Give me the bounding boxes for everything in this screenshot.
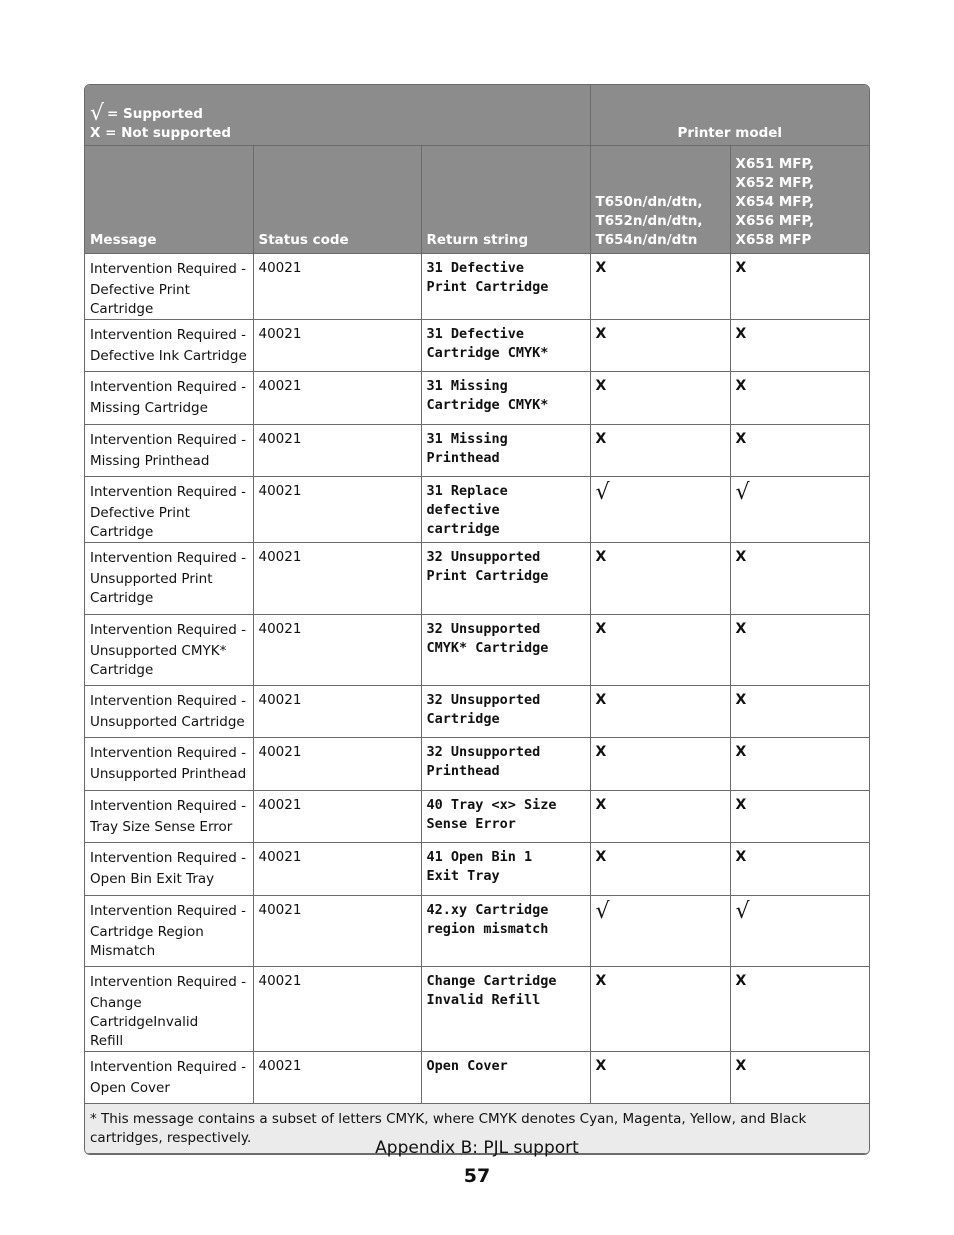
support-cell-model-x651 xyxy=(730,254,869,320)
return-string-cell: 32 Unsupported CMYK* Cartridge xyxy=(421,615,590,686)
checkmark-icon: √ xyxy=(735,899,750,924)
return-string-cell: 31 Missing Printhead xyxy=(421,425,590,477)
message-cell xyxy=(85,1052,253,1104)
message-line-1: Intervention Required - xyxy=(90,693,246,709)
return-string-cell: 31 Defective Print Cartridge xyxy=(421,254,590,320)
x-mark-icon: X xyxy=(595,797,607,813)
message-line-2: Open Bin Exit Tray xyxy=(90,871,215,887)
return-string-cell: 32 Unsupported Print Cartridge xyxy=(421,543,590,615)
table-row xyxy=(85,543,869,615)
status-code-cell: 40021 xyxy=(253,843,421,896)
message-line-1: Intervention Required - xyxy=(90,261,246,277)
support-cell-model-t650 xyxy=(590,477,730,543)
table-row xyxy=(85,425,869,477)
support-cell-model-t650 xyxy=(590,543,730,615)
col-header-status-code: Status code xyxy=(253,146,421,254)
support-cell-model-t650 xyxy=(590,1052,730,1104)
support-cell-model-x651 xyxy=(730,967,869,1052)
message-cell xyxy=(85,254,253,320)
message-cell xyxy=(85,686,253,738)
footnote: * This message contains a subset of letters CMYK, where CMYK denotes Cyan, Magenta, Yellow, and Black cartridges, respectively. xyxy=(85,1104,869,1154)
support-cell-model-t650 xyxy=(590,320,730,372)
support-cell-model-x651 xyxy=(730,320,869,372)
message-cell xyxy=(85,477,253,543)
status-code-cell: 40021 xyxy=(253,477,421,543)
status-code-cell: 40021 xyxy=(253,254,421,320)
message-cell xyxy=(85,425,253,477)
support-cell-model-t650 xyxy=(590,615,730,686)
printer-model-header: Printer model xyxy=(590,85,869,146)
checkmark-icon: √ xyxy=(735,480,750,505)
support-cell-model-t650 xyxy=(590,843,730,896)
message-line-1: Intervention Required - xyxy=(90,1059,246,1075)
return-string-cell: Open Cover xyxy=(421,1052,590,1104)
x-mark-icon: X xyxy=(595,744,607,760)
message-line-2: Defective Ink Cartridge xyxy=(90,348,247,364)
support-cell-model-x651 xyxy=(730,477,869,543)
support-cell-model-t650 xyxy=(590,254,730,320)
message-line-1: Intervention Required - xyxy=(90,622,246,638)
x-mark-icon: X xyxy=(735,549,747,565)
x-mark-icon: X xyxy=(735,797,747,813)
checkmark-icon: √ xyxy=(90,101,105,126)
pjl-message-table xyxy=(84,84,870,1155)
support-cell-model-t650 xyxy=(590,791,730,843)
message-line-2: Unsupported Print Cartridge xyxy=(90,571,213,606)
message-line-1: Intervention Required - xyxy=(90,327,246,343)
support-cell-model-x651 xyxy=(730,896,869,967)
message-cell xyxy=(85,896,253,967)
message-cell xyxy=(85,543,253,615)
status-code-cell: 40021 xyxy=(253,896,421,967)
support-cell-model-x651 xyxy=(730,372,869,425)
message-line-2: Unsupported Printhead xyxy=(90,766,247,782)
table-row xyxy=(85,254,869,320)
message-line-1: Intervention Required - xyxy=(90,484,246,500)
status-code-cell: 40021 xyxy=(253,967,421,1052)
x-mark-icon: X xyxy=(735,744,747,760)
return-string-cell: 31 Missing Cartridge CMYK* xyxy=(421,372,590,425)
x-mark-icon: X xyxy=(595,1058,607,1074)
status-code-cell: 40021 xyxy=(253,425,421,477)
table-row xyxy=(85,477,869,543)
status-code-cell: 40021 xyxy=(253,791,421,843)
message-cell xyxy=(85,320,253,372)
col-header-model-t650: T650n/dn/dtn, T652n/dn/dtn, T654n/dn/dtn xyxy=(590,146,730,254)
message-cell xyxy=(85,372,253,425)
message-cell xyxy=(85,615,253,686)
x-mark-icon: X xyxy=(735,260,747,276)
support-cell-model-x651 xyxy=(730,615,869,686)
return-string-cell: 31 Replace defective cartridge xyxy=(421,477,590,543)
x-mark-icon: X xyxy=(735,849,747,865)
message-line-2: Change CartridgeInvalid Refill xyxy=(90,995,199,1049)
x-mark-icon: X xyxy=(735,1058,747,1074)
return-string-cell: 41 Open Bin 1 Exit Tray xyxy=(421,843,590,896)
col-header-message: Message xyxy=(85,146,253,254)
message-line-1: Intervention Required - xyxy=(90,745,246,761)
x-mark-icon: X xyxy=(595,549,607,565)
support-cell-model-t650 xyxy=(590,896,730,967)
x-mark-icon: X xyxy=(595,378,607,394)
table-row xyxy=(85,372,869,425)
legend-cell xyxy=(85,85,590,146)
message-line-2: Defective Print Cartridge xyxy=(90,505,190,540)
table-row xyxy=(85,896,869,967)
message-cell xyxy=(85,967,253,1052)
support-cell-model-t650 xyxy=(590,686,730,738)
message-line-1: Intervention Required - xyxy=(90,798,246,814)
table-row xyxy=(85,791,869,843)
return-string-cell: 42.xy Cartridge region mismatch xyxy=(421,896,590,967)
support-cell-model-x651 xyxy=(730,791,869,843)
status-code-cell: 40021 xyxy=(253,372,421,425)
status-code-cell: 40021 xyxy=(253,320,421,372)
message-cell xyxy=(85,738,253,791)
message-line-2: Unsupported CMYK* Cartridge xyxy=(90,643,227,678)
message-line-1: Intervention Required - xyxy=(90,903,246,919)
x-mark-icon: X xyxy=(595,849,607,865)
x-mark-icon: X xyxy=(595,973,607,989)
return-string-cell: Change Cartridge Invalid Refill xyxy=(421,967,590,1052)
return-string-cell: 40 Tray <x> Size Sense Error xyxy=(421,791,590,843)
x-mark-icon: X xyxy=(595,621,607,637)
status-code-cell: 40021 xyxy=(253,615,421,686)
page-section-title: Appendix B: PJL support xyxy=(375,1138,579,1158)
status-code-cell: 40021 xyxy=(253,686,421,738)
support-cell-model-t650 xyxy=(590,967,730,1052)
x-mark-icon: X xyxy=(595,326,607,342)
return-string-cell: 32 Unsupported Printhead xyxy=(421,738,590,791)
message-line-1: Intervention Required - xyxy=(90,432,246,448)
support-cell-model-x651 xyxy=(730,738,869,791)
legend-row xyxy=(85,85,869,146)
table-row xyxy=(85,686,869,738)
checkmark-icon: √ xyxy=(595,480,610,505)
message-line-1: Intervention Required - xyxy=(90,550,246,566)
return-string-cell: 32 Unsupported Cartridge xyxy=(421,686,590,738)
support-cell-model-x651 xyxy=(730,1052,869,1104)
message-line-1: Intervention Required - xyxy=(90,974,246,990)
x-mark-icon: X xyxy=(735,326,747,342)
return-string-cell: 31 Defective Cartridge CMYK* xyxy=(421,320,590,372)
message-line-2: Unsupported Cartridge xyxy=(90,714,245,730)
table-row xyxy=(85,320,869,372)
table-row xyxy=(85,843,869,896)
legend-supported: √ = Supported xyxy=(90,101,203,126)
support-cell-model-x651 xyxy=(730,425,869,477)
x-mark-icon: X xyxy=(735,431,747,447)
message-cell xyxy=(85,843,253,896)
x-mark-icon: X xyxy=(735,692,747,708)
message-line-2: Missing Cartridge xyxy=(90,400,208,416)
message-line-2: Tray Size Sense Error xyxy=(90,819,233,835)
table-row xyxy=(85,615,869,686)
status-code-cell: 40021 xyxy=(253,1052,421,1104)
legend-not-supported: X = Not supported xyxy=(90,125,232,141)
table-row xyxy=(85,738,869,791)
support-cell-model-x651 xyxy=(730,843,869,896)
support-cell-model-x651 xyxy=(730,543,869,615)
message-line-2: Missing Printhead xyxy=(90,453,210,469)
x-mark-icon: X xyxy=(595,431,607,447)
table-row xyxy=(85,1052,869,1104)
column-header-row xyxy=(85,146,869,254)
x-mark-icon: X xyxy=(595,260,607,276)
x-mark-icon: X xyxy=(735,973,747,989)
message-line-1: Intervention Required - xyxy=(90,379,246,395)
message-line-2: Cartridge Region Mismatch xyxy=(90,924,204,959)
message-line-2: Defective Print Cartridge xyxy=(90,282,190,317)
page-number: 57 xyxy=(463,1165,491,1187)
message-cell xyxy=(85,791,253,843)
x-mark-icon: X xyxy=(595,692,607,708)
table-body xyxy=(85,254,869,1104)
x-mark-icon: X xyxy=(735,378,747,394)
support-cell-model-t650 xyxy=(590,372,730,425)
x-mark-icon: X xyxy=(735,621,747,637)
support-cell-model-t650 xyxy=(590,738,730,791)
table-row xyxy=(85,967,869,1052)
status-code-cell: 40021 xyxy=(253,738,421,791)
message-line-1: Intervention Required - xyxy=(90,850,246,866)
checkmark-icon: √ xyxy=(595,899,610,924)
message-line-2: Open Cover xyxy=(90,1080,170,1096)
status-code-cell: 40021 xyxy=(253,543,421,615)
col-header-model-x651: X651 MFP, X652 MFP, X654 MFP, X656 MFP, X658 MFP xyxy=(730,146,869,254)
support-cell-model-t650 xyxy=(590,425,730,477)
col-header-return-string: Return string xyxy=(421,146,590,254)
support-cell-model-x651 xyxy=(730,686,869,738)
